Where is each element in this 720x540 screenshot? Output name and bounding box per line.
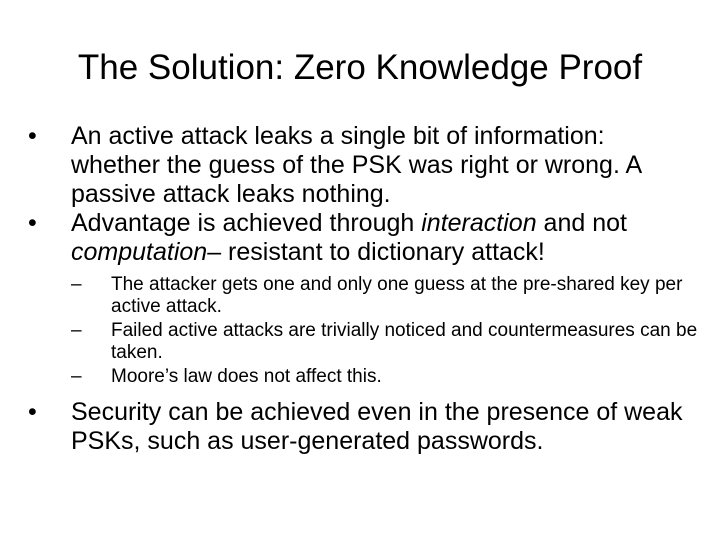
slide-body xyxy=(28,122,698,456)
bullet-item xyxy=(28,122,698,209)
bullet-item xyxy=(28,209,698,267)
sub-bullet-list xyxy=(71,274,698,388)
bullet-icon xyxy=(28,122,71,151)
bullet-icon xyxy=(28,209,71,238)
dash-icon xyxy=(71,274,111,296)
sub-bullet-text: Moore’s law does not affect this. xyxy=(111,366,382,387)
sub-bullet-item xyxy=(71,274,698,318)
sub-bullet-text: The attacker gets one and only one guess at the pre-shared key per active attack. xyxy=(111,274,683,317)
sub-bullet-item xyxy=(71,366,698,388)
sub-bullet-text: Failed active attacks are trivially noticed and countermeasures can be taken. xyxy=(111,320,698,363)
bullet-text: An active attack leaks a single bit of information: whether the guess of the PSK was right or wrong. A passive attack leaks nothing. xyxy=(71,122,641,208)
bullet-emphasis: interaction xyxy=(421,209,537,237)
bullet-text-part: – resistant to dictionary attack! xyxy=(207,238,545,266)
bullet-text-part: Advantage is achieved through xyxy=(71,209,422,237)
bullet-text: Security can be achieved even in the presence of weak PSKs, such as user-generated passwords. xyxy=(71,398,683,455)
bullet-text-part: and not xyxy=(536,209,627,237)
bullet-emphasis: computation xyxy=(71,238,208,266)
bullet-item xyxy=(28,398,698,456)
bullet-icon xyxy=(28,398,71,427)
sub-bullet-item xyxy=(71,320,698,364)
dash-icon xyxy=(71,366,111,388)
slide-title: The Solution: Zero Knowledge Proof xyxy=(77,48,643,87)
dash-icon xyxy=(71,320,111,342)
